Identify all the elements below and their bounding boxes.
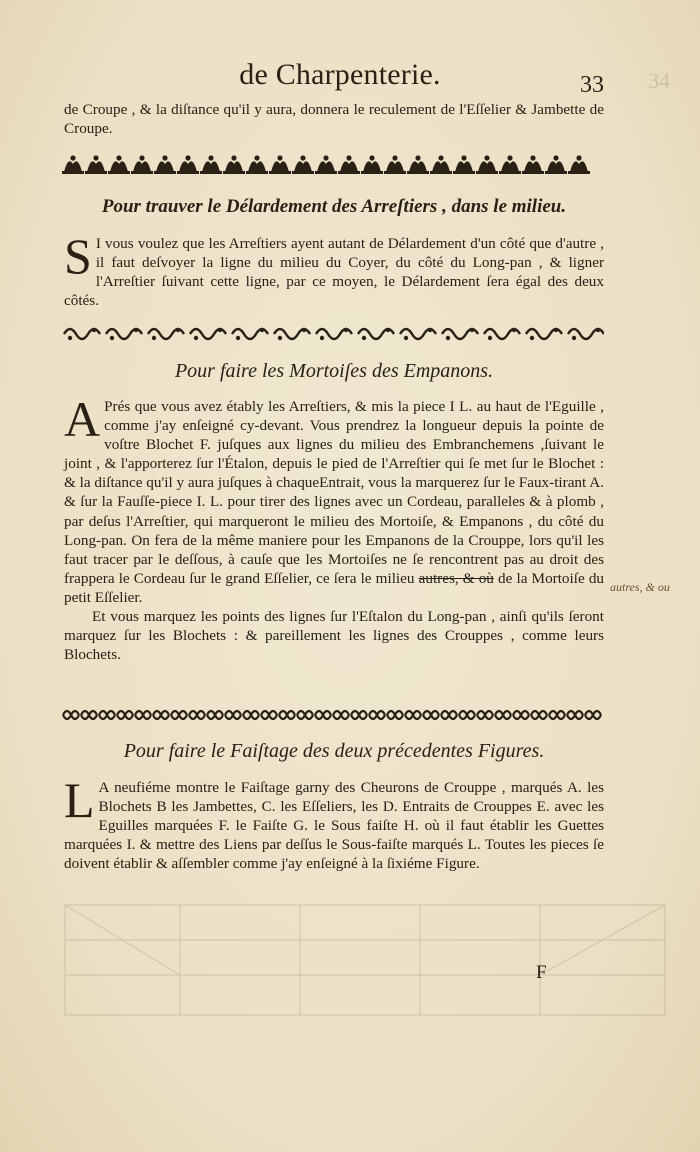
section-heading-mortoises: Pour faire les Mortoiſes des Empanons.: [174, 360, 494, 382]
page-header: [0, 58, 700, 98]
continuation-text: [64, 100, 604, 138]
signature-mark: F: [536, 962, 547, 983]
page-number: 33: [580, 72, 604, 98]
dropcap-a: A: [64, 391, 101, 447]
section-faistage-text: [64, 772, 604, 873]
section-faistage-paragraph: A neufiéme montre le Faiſtage garny des Cheurons de Crouppe , marqués A. les Blochets B les Jambettes, C. les Eſſeliers, les D. Entraits de Crouppes E. avec les Eguilles marquées F. le Faiſte G. le Sous faiſte H. où il faut établir les Guettes marquées I. & mettre des Liens par deſſus le Sous-faiſte marqués L. Toutes les pieces ſe doivent établir & aſſembler comme j'ay enſeigné à la ſixiéme Figure.: [64, 779, 604, 873]
continuation-paragraph: de Croupe , & la diſtance qu'il y aura, donnera le reculement de l'Eſſelier & Jambette de Croupe.: [64, 101, 604, 138]
ornament-band-fleuron: [62, 152, 604, 176]
ghost-page-number: 34: [648, 68, 670, 93]
section-heading-delardement: Pour trauver le Délardement des Arreſtiers , dans le milieu.: [101, 196, 567, 217]
section-heading-faistage: Pour faire le Faiſtage des deux précedentes Figures.: [123, 740, 545, 762]
handwritten-margin-note: autres, & ou: [610, 580, 670, 594]
section-mortoises-paragraph-2: Et vous marquez les points des lignes ſur l'Eſtalon du Long-pan , ainſi qu'ils ſeront marquez ſur les Blochets : & pareillement les lignes des Crouppes , comme leurs Blochets.: [64, 608, 604, 664]
section-mortoises-paragraph: [64, 391, 605, 607]
mortoises-text-part-1: Prés que vous avez étably les Arreſtiers, & mis la piece I L. au haut de l'Eguille , comme j'ay enſeigné cy-devant. Vous prendrez la longueur depuis la pointe de voſtre Blochet F. juſques aux lignes du milieu des Embranchemens ,ſuivant le joint , & l'apporterez ſur l'Étalon, depuis le pied de l'Arreſtier qui ſe met ſur le Blochet : & la diſtance qu'il y aura juſques à chaqueEntrait, vous la marquerez ſur le Faux-tirant A. & ſur la Fauſſe-piece I. L. pour tirer des lignes avec un Cordeau, paralleles & à plomb , par deſus l'Arreſtier, qui marqueront le milieu des Mortoiſe, & Empanons , du côté du Long-pan. On fera de la même maniere pour les Empanons de la Crouppe, lors qu'il les faut tracer par le deſſous, à cauſe que les Mortoiſes ne ſe rencontrent pas au droit des frappera le Cordeau ſur le grand Eſſelier, ce ſera le milieu: [64, 398, 604, 587]
ornament-band-knot: [62, 706, 604, 724]
section-delardement-paragraph: I vous voulez que les Arreſtiers ayent autant de Délardement d'un côté que d'autre , il faut deſvoyer la ligne du milieu du Coyer, du côté du Long-pan , & ligner l'Arreſtier ſuivant cette ligne, par ce moyen, le Délardement ſera égal des deux côtés.: [64, 235, 604, 310]
dropcap-s: S: [64, 228, 92, 284]
section-delardement-text: [64, 228, 604, 310]
ornament-band-scroll: [62, 324, 604, 344]
bleed-through-woodcut: [60, 900, 670, 1020]
section-mortoises-text: [64, 391, 605, 664]
struck-text: autres, & où: [418, 569, 494, 587]
running-title: de Charpenterie.: [239, 58, 441, 91]
dropcap-l: L: [64, 772, 95, 828]
mortoises-text-part-2: de la Mortoiſe du petit Eſſelier.: [64, 569, 605, 606]
